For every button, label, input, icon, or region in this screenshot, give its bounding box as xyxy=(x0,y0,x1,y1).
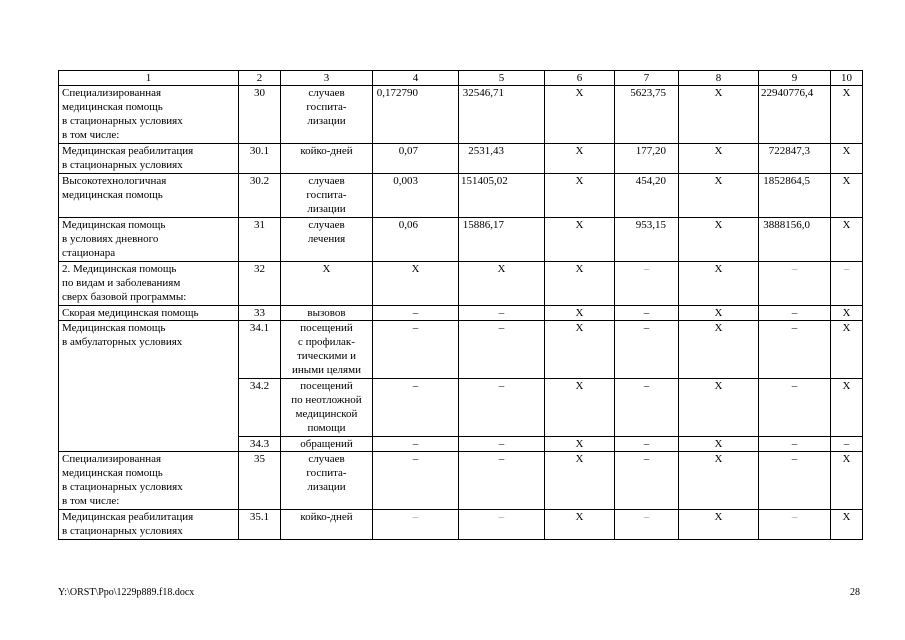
value-cell: Х xyxy=(679,437,759,452)
value-cell: 1852864,5 xyxy=(759,174,831,218)
row-unit-cell: койко-дней xyxy=(281,510,373,540)
value-cell: Х xyxy=(679,262,759,306)
value-cell: 2531,43 xyxy=(459,144,545,174)
value-cell: – xyxy=(759,262,831,306)
value-cell: – xyxy=(759,510,831,540)
row-name-cell: 2. Медицинская помощь по видам и заболеваниям сверх базовой программы: xyxy=(59,262,239,306)
row-name-cell: Высокотехнологичная медицинская помощь xyxy=(59,174,239,218)
value-cell: Х xyxy=(831,306,863,321)
value-cell: – xyxy=(759,452,831,510)
row-code-cell: 35 xyxy=(239,452,281,510)
data-table xyxy=(58,70,863,540)
table-row xyxy=(59,452,863,510)
row-unit-cell: вызовов xyxy=(281,306,373,321)
value-cell: 0,172790 xyxy=(373,86,459,144)
row-code-cell: 34.2 xyxy=(239,379,281,437)
value-cell: Х xyxy=(545,144,615,174)
table-row xyxy=(59,321,863,379)
value-cell: Х xyxy=(373,262,459,306)
value-cell: 15886,17 xyxy=(459,218,545,262)
table-row xyxy=(59,218,863,262)
value-cell: – xyxy=(615,437,679,452)
value-cell: Х xyxy=(459,262,545,306)
value-cell: Х xyxy=(679,174,759,218)
value-cell: Х xyxy=(545,452,615,510)
value-cell: – xyxy=(373,510,459,540)
column-header: 7 xyxy=(615,71,679,86)
column-header: 3 xyxy=(281,71,373,86)
value-cell: Х xyxy=(545,306,615,321)
row-unit-cell: посещений по неотложной медицинской помощи xyxy=(281,379,373,437)
table-row xyxy=(59,306,863,321)
value-cell: Х xyxy=(545,321,615,379)
value-cell: Х xyxy=(831,144,863,174)
value-cell: – xyxy=(615,262,679,306)
row-name-cell: Скорая медицинская помощь xyxy=(59,306,239,321)
column-header: 9 xyxy=(759,71,831,86)
page-number: 28 xyxy=(850,587,860,598)
value-cell: 0,003 xyxy=(373,174,459,218)
column-header: 6 xyxy=(545,71,615,86)
row-unit-cell: обращений xyxy=(281,437,373,452)
row-code-cell: 35.1 xyxy=(239,510,281,540)
value-cell: – xyxy=(459,452,545,510)
value-cell: Х xyxy=(831,379,863,437)
value-cell: – xyxy=(615,379,679,437)
value-cell: 3888156,0 xyxy=(759,218,831,262)
row-name-cell: Специализированная медицинская помощь в стационарных условиях в том числе: xyxy=(59,452,239,510)
value-cell: Х xyxy=(679,452,759,510)
file-path-footer: Y:\ORST\Ppo\1229p889.f18.docx xyxy=(58,587,195,598)
value-cell: Х xyxy=(545,86,615,144)
row-unit-cell: случаев госпита- лизации xyxy=(281,452,373,510)
value-cell: Х xyxy=(831,452,863,510)
value-cell: – xyxy=(459,437,545,452)
row-name-cell: Медицинская помощь в амбулаторных условиях xyxy=(59,321,239,452)
value-cell: Х xyxy=(545,379,615,437)
value-cell: – xyxy=(373,379,459,437)
value-cell: Х xyxy=(679,379,759,437)
value-cell: – xyxy=(615,452,679,510)
value-cell: – xyxy=(831,437,863,452)
value-cell: Х xyxy=(545,437,615,452)
value-cell: Х xyxy=(679,144,759,174)
value-cell: – xyxy=(615,306,679,321)
value-cell: 177,20 xyxy=(615,144,679,174)
value-cell: 151405,02 xyxy=(459,174,545,218)
column-header: 1 xyxy=(59,71,239,86)
column-header: 4 xyxy=(373,71,459,86)
row-unit-cell: случаев госпита- лизации xyxy=(281,86,373,144)
row-unit-cell: случаев лечения xyxy=(281,218,373,262)
value-cell: Х xyxy=(831,174,863,218)
row-name-cell: Медицинская помощь в условиях дневного стационара xyxy=(59,218,239,262)
row-name-cell: Специализированная медицинская помощь в стационарных условиях в том числе: xyxy=(59,86,239,144)
table-header-row xyxy=(59,71,863,86)
value-cell: Х xyxy=(831,321,863,379)
row-code-cell: 32 xyxy=(239,262,281,306)
value-cell: 32546,71 xyxy=(459,86,545,144)
row-unit-cell: Х xyxy=(281,262,373,306)
column-header: 2 xyxy=(239,71,281,86)
row-unit-cell: посещений с профилак- тическими и иными целями xyxy=(281,321,373,379)
value-cell: Х xyxy=(831,86,863,144)
table-row xyxy=(59,86,863,144)
value-cell: Х xyxy=(545,510,615,540)
value-cell: Х xyxy=(545,218,615,262)
table-row xyxy=(59,262,863,306)
row-code-cell: 34.1 xyxy=(239,321,281,379)
value-cell: 0,06 xyxy=(373,218,459,262)
row-unit-cell: койко-дней xyxy=(281,144,373,174)
row-name-cell: Медицинская реабилитация в стационарных условиях xyxy=(59,144,239,174)
table-row xyxy=(59,144,863,174)
value-cell: – xyxy=(759,306,831,321)
table-row xyxy=(59,174,863,218)
value-cell: – xyxy=(373,306,459,321)
value-cell: 5623,75 xyxy=(615,86,679,144)
value-cell: 722847,3 xyxy=(759,144,831,174)
row-name-cell: Медицинская реабилитация в стационарных условиях xyxy=(59,510,239,540)
value-cell: Х xyxy=(679,218,759,262)
value-cell: 22940776,4 xyxy=(759,86,831,144)
value-cell: 0,07 xyxy=(373,144,459,174)
value-cell: – xyxy=(459,510,545,540)
value-cell: Х xyxy=(679,321,759,379)
value-cell: 454,20 xyxy=(615,174,679,218)
value-cell: Х xyxy=(679,86,759,144)
row-code-cell: 30 xyxy=(239,86,281,144)
row-code-cell: 34.3 xyxy=(239,437,281,452)
row-unit-cell: случаев госпита- лизации xyxy=(281,174,373,218)
value-cell: – xyxy=(759,437,831,452)
row-code-cell: 30.2 xyxy=(239,174,281,218)
table-row xyxy=(59,510,863,540)
column-header: 8 xyxy=(679,71,759,86)
value-cell: – xyxy=(373,452,459,510)
row-code-cell: 31 xyxy=(239,218,281,262)
value-cell: Х xyxy=(679,510,759,540)
row-code-cell: 30.1 xyxy=(239,144,281,174)
value-cell: Х xyxy=(545,174,615,218)
value-cell: – xyxy=(459,379,545,437)
value-cell: – xyxy=(459,306,545,321)
value-cell: Х xyxy=(831,510,863,540)
value-cell: – xyxy=(759,321,831,379)
value-cell: – xyxy=(831,262,863,306)
value-cell: Х xyxy=(545,262,615,306)
column-header: 10 xyxy=(831,71,863,86)
column-header: 5 xyxy=(459,71,545,86)
row-code-cell: 33 xyxy=(239,306,281,321)
value-cell: – xyxy=(759,379,831,437)
value-cell: Х xyxy=(831,218,863,262)
value-cell: – xyxy=(615,510,679,540)
value-cell: – xyxy=(373,321,459,379)
value-cell: – xyxy=(459,321,545,379)
value-cell: Х xyxy=(679,306,759,321)
value-cell: 953,15 xyxy=(615,218,679,262)
value-cell: – xyxy=(615,321,679,379)
value-cell: – xyxy=(373,437,459,452)
